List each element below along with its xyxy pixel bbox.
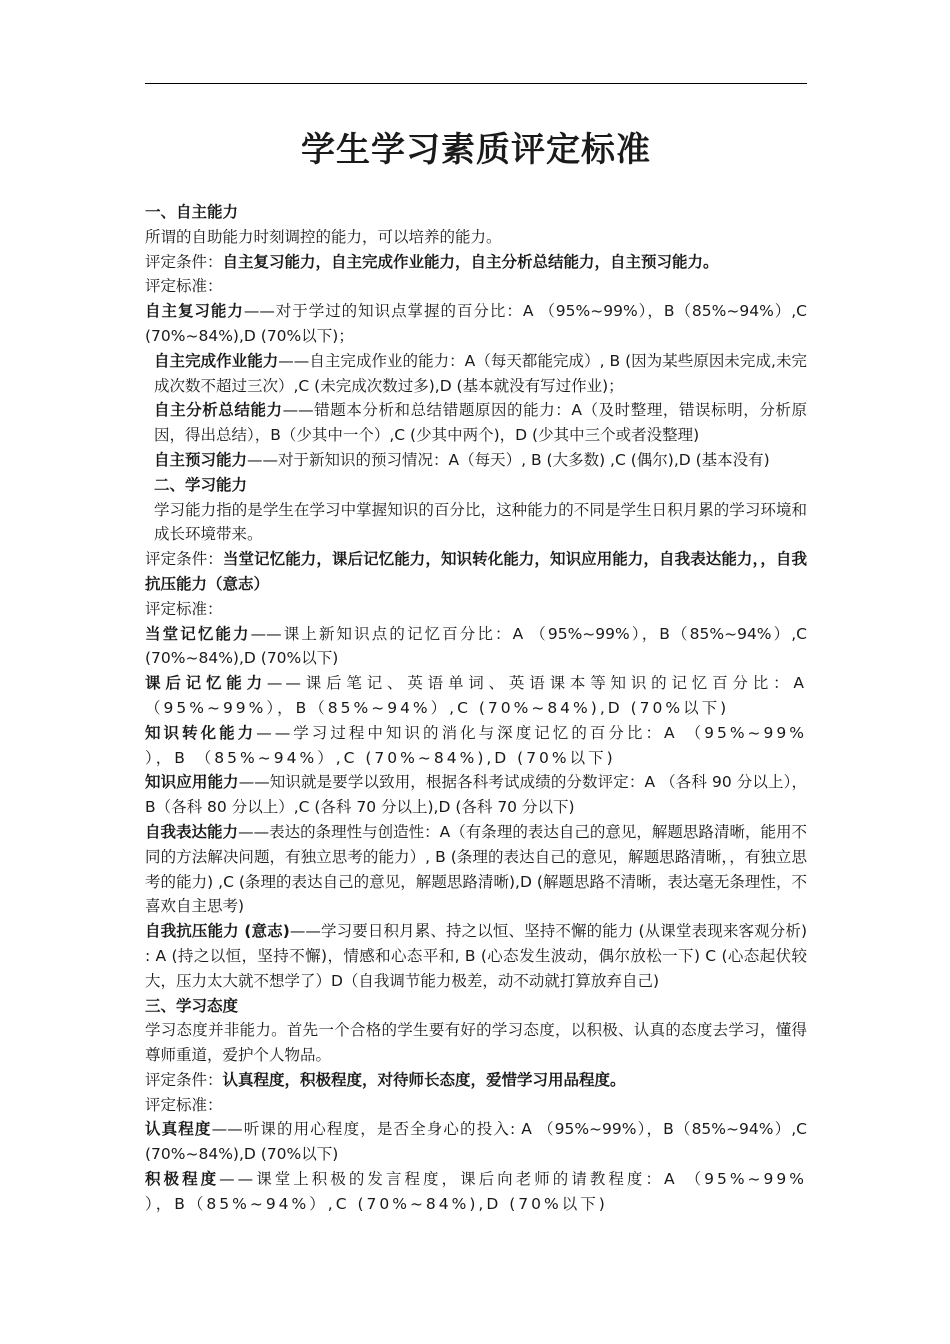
document-title: 学生学习素质评定标准: [301, 130, 651, 170]
item-name: 积极程度: [145, 1170, 220, 1189]
item-name: 自主预习能力: [154, 450, 248, 469]
item-text: ——听课的用心程度，是否全身心的投入: A （95%~99%），B（85%~94%）,C (70%~84%),D (70%以下): [145, 1120, 807, 1164]
standard-label: 评定标准：: [145, 277, 223, 296]
section-intro: 所谓的自助能力时刻调控的能力，可以培养的能力。: [145, 227, 502, 246]
standard-item: [145, 349, 807, 399]
item-text: ——对于学过的知识点掌握的百分比：A （95%~99%），B（85%~94%）,C (70%~84%),D (70%以下)；: [145, 302, 807, 345]
section-heading: 二、学习能力: [154, 475, 248, 494]
section-intro: 学习态度并非能力。首先一个合格的学生要有好的学习态度，以积极、认真的态度去学习，懂得尊师重道，爱护个人物品。: [145, 1021, 807, 1065]
item-text: ——错题本分析和总结错题原因的能力：A（及时整理，错误标明，分析原因，得出总结），B（少其中一个）,C (少其中两个)，D (少其中三个或者没整理): [154, 401, 807, 445]
criteria-line: [145, 250, 807, 275]
item-text: ——知识就是要学以致用，根据各科考试成绩的分数评定：A （各科 90 分以上），B（各科 80 分以上）,C (各科 70 分以上),D (各科 70 分以下): [145, 773, 807, 817]
standard-item: [145, 671, 807, 721]
item-name: 自主复习能力: [145, 302, 244, 321]
item-text: ——学习要日积月累、持之以恒、坚持不懈的能力 (从课堂表现来客观分析) : A (持之以恒，坚持不懈)，情感和心态平和, B (心态发生波动，偶尔放松一下) C (心态起伏较大，压力太大就不想学了）D（自我调节能力极差，动不动就打算放弃自己): [145, 922, 807, 990]
standard-item: [145, 299, 807, 349]
item-text: ——表达的条理性与创造性：A（有条理的表达自己的意见，解题思路清晰，能用不同的方法解决问题，有独立思考的能力）, B (条理的表达自己的意见，解题思路清晰，，有独立思考的能力) ,C (条理的表达自己的意见，解题思路清晰),D (解题思路不清晰，表达毫无条理性，不喜欢自主思考): [145, 822, 807, 916]
item-text: ——课上新知识点的记忆百分比：A （95%~99%），B（85%~94%）,C (70%~84%),D (70%以下): [145, 624, 807, 668]
standard-item: [145, 919, 807, 993]
criteria-line: [145, 547, 807, 597]
section-heading: 一、自主能力: [145, 203, 239, 221]
item-name: 自我抗压能力 (意志): [145, 922, 290, 941]
item-text: ——对于新知识的预习情况：A（每天）, B (大多数) ,C (偶尔),D (基本没有): [247, 450, 770, 469]
criteria-value: 自主复习能力，自主完成作业能力，自主分析总结能力，自主预习能力。: [222, 252, 719, 271]
criteria-line: [145, 1068, 807, 1093]
item-name: 课后记忆能力: [145, 674, 267, 693]
criteria-value: 当堂记忆能力，课后记忆能力，知识转化能力，知识应用能力，自我表达能力，，自我抗压能力（意志）: [145, 550, 807, 593]
item-name: 自我表达能力: [145, 822, 239, 841]
item-name: 当堂记忆能力: [145, 624, 251, 643]
standard-item: [145, 622, 807, 672]
item-name: 自主完成作业能力: [154, 351, 279, 370]
criteria-value: 认真程度，积极程度，对待师长态度，爱惜学习用品程度。: [222, 1070, 626, 1089]
standard-item: [145, 820, 807, 919]
standard-label: 评定标准：: [145, 1095, 223, 1114]
item-text: ——学习过程中知识的消化与深度记忆的百分比：A （95%~99% ），B （85%~94%）,C (70%~84%),D (70%以下): [145, 723, 807, 767]
standard-item: [145, 1167, 807, 1217]
item-name: 自主分析总结能力: [154, 401, 283, 420]
standard-item: [145, 398, 807, 448]
item-name: 认真程度: [145, 1120, 212, 1139]
criteria-label: 评定条件：: [145, 550, 223, 569]
standard-item: [145, 448, 807, 473]
standard-item: [145, 1117, 807, 1167]
item-name: 知识转化能力: [145, 723, 257, 742]
standard-item: [145, 770, 807, 820]
item-text: ——自主完成作业的能力：A（每天都能完成）, B (因为某些原因未完成,未完成次数不超过三次）,C (未完成次数过多),D (基本就没有写过作业)；: [154, 351, 807, 395]
item-text: ——课后笔记、英语单词、英语课本等知识的记忆百分比：A （95%~99%），B（85%~94%）,C (70%~84%),D (70%以下): [145, 674, 807, 717]
header-rule: [145, 83, 807, 84]
standard-label: 评定标准：: [145, 599, 223, 618]
criteria-label: 评定条件：: [145, 1070, 223, 1089]
document-body: [145, 200, 807, 1217]
section-heading: 三、学习态度: [145, 996, 239, 1015]
criteria-label: 评定条件：: [145, 252, 223, 271]
section-intro: 学习能力指的是学生在学习中掌握知识的百分比，这种能力的不同是学生日积月累的学习环境和成长环境带来。: [154, 500, 807, 544]
standard-item: [145, 721, 807, 771]
item-name: 知识应用能力: [145, 773, 239, 792]
item-text: ——课堂上积极的发言程度，课后向老师的请教程度：A （95%~99% ），B（85%~94%）,C (70%~84%),D (70%以下): [145, 1170, 807, 1213]
